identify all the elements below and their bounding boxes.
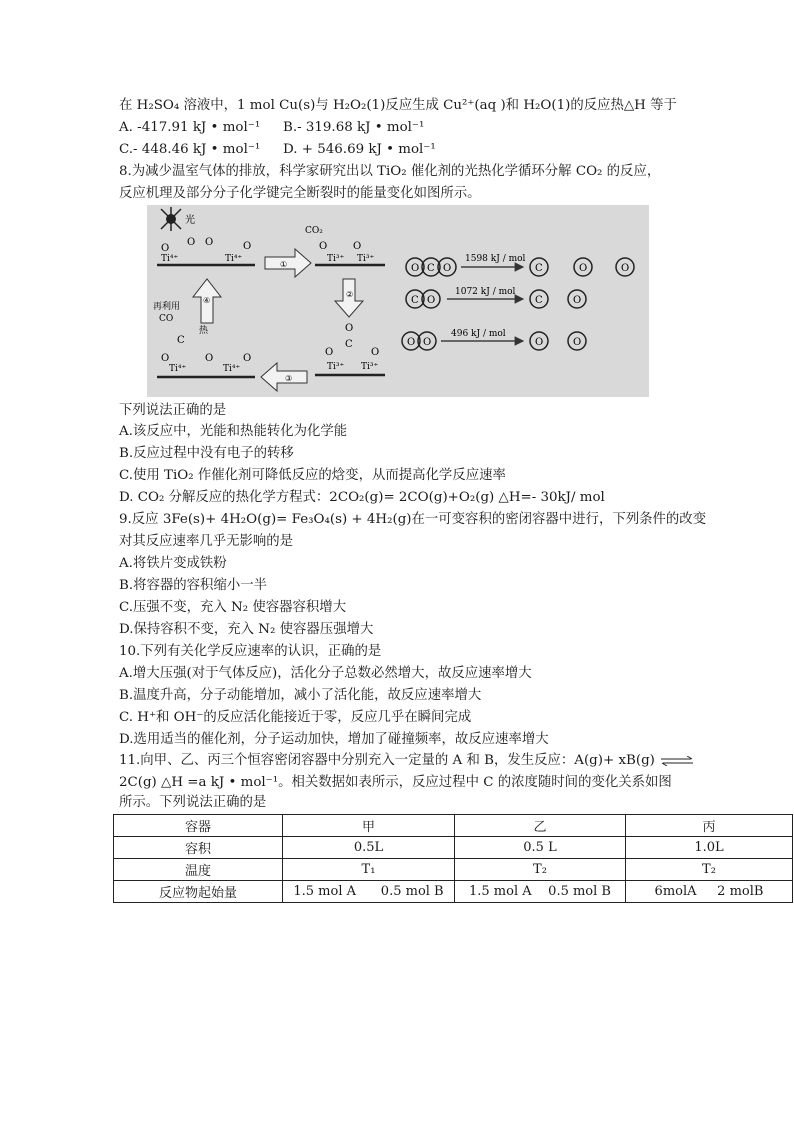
table-cell: 容器 [114, 815, 283, 837]
table-row [114, 859, 793, 881]
q9-option-a: A.将铁片变成铁粉 [119, 556, 227, 571]
q9-stem-line1: 9.反应 3Fe(s)+ 4H₂O(g)= Fe₃O₄(s) + 4H₂(g)在一可变容积的密闭容器中进行，下列条件的改变 [119, 512, 707, 527]
svg-text:C: C [411, 295, 419, 306]
q8-option-b: B.反应过程中没有电子的转移 [119, 446, 294, 461]
ti-atom: Ti³⁺ [327, 254, 345, 264]
table-cell: 1.5 mol A 0.5 mol B [455, 881, 626, 903]
oxygen-atom: O [187, 237, 196, 248]
svg-text:O: O [573, 337, 582, 348]
table-cell: T₂ [455, 859, 626, 881]
step4-label: ④ [203, 296, 211, 305]
oxygen-atom: O [205, 353, 214, 364]
q8-option-c: C.使用 TiO₂ 作催化剂可降低反应的焓变，从而提高化学反应速率 [119, 468, 506, 483]
table-row [114, 837, 793, 859]
table-cell: 丙 [626, 815, 793, 837]
oxygen-atom: O [319, 241, 328, 252]
svg-text:O: O [535, 337, 544, 348]
q8-option-d: D. CO₂ 分解反应的热化学方程式：2CO₂(g)= 2CO(g)+O₂(g) △H=- 30kJ/ mol [119, 490, 605, 505]
oxygen-atom: O [243, 353, 252, 364]
q8-question: 下列说法正确的是 [119, 403, 227, 418]
q9-option-d: D.保持容积不变，充入 N₂ 使容器压强增大 [119, 622, 374, 637]
q8-stem-line1: 8.为减少温室气体的排放，科学家研究出以 TiO₂ 催化剂的光热化学循环分解 CO₂ 的反应， [119, 164, 661, 179]
equilibrium-arrow-icon [659, 756, 695, 766]
carbon-atom: C [177, 335, 185, 346]
q9-option-b: B.将容器的容积缩小一半 [119, 578, 268, 593]
co-label: CO [159, 314, 174, 324]
table-cell: 0.5 L [455, 837, 626, 859]
co2-label: CO₂ [305, 226, 323, 236]
q7-stem: 在 H₂SO₄ 溶液中，1 mol Cu(s)与 H₂O₂(1)反应生成 Cu²⁺(aq )和 H₂O(1)的反应热△H 等于 [119, 98, 677, 113]
oxygen-atom: O [205, 237, 214, 248]
q11-stem-line2: 2C(g) △H =a kJ • mol⁻¹。相关数据如表所示，反应过程中 C 的浓度随时间的变化关系如图 [119, 775, 672, 790]
svg-text:O: O [579, 263, 588, 274]
q11-stem-line1 [119, 750, 695, 772]
table-cell: 温度 [114, 859, 283, 881]
mechanism-diagram [147, 205, 649, 397]
svg-text:O: O [407, 337, 416, 348]
q9-stem-line2: 对其反应速率几乎无影响的是 [119, 534, 294, 549]
q9-option-c: C.压强不变，充入 N₂ 使容器容积增大 [119, 600, 347, 615]
oxygen-atom: O [325, 347, 334, 358]
q11-stem-line3: 所示。下列说法正确的是 [119, 795, 267, 810]
step2-label: ② [346, 290, 354, 299]
q7-option-d: D. + 546.69 kJ • mol⁻¹ [283, 142, 436, 157]
q8-stem-line2: 反应机理及部分分子化学键完全断裂时的能量变化如图所示。 [119, 186, 481, 201]
table-row [114, 881, 793, 903]
svg-text:O: O [427, 295, 436, 306]
table-row [114, 815, 793, 837]
table-cell: 1.0L [626, 837, 793, 859]
ti-atom: Ti³⁺ [361, 362, 379, 372]
reaction-mechanism-figure [147, 205, 649, 397]
oxygen-atom: O [371, 347, 380, 358]
q7-option-c: C.- 448.46 kJ • mol⁻¹ [119, 142, 261, 157]
table-cell: T₂ [626, 859, 793, 881]
q11-stem-text: 11.向甲、乙、丙三个恒容密闭容器中分别充入一定量的 A 和 B，发生反应：A(g)+ xB(g) [119, 753, 655, 768]
ti-atom: Ti⁴⁺ [169, 364, 187, 374]
svg-text:C: C [535, 263, 543, 274]
energy-1598: 1598 kJ / mol [465, 254, 526, 264]
reuse-label: 再利用 [153, 302, 181, 312]
oxygen-atom: O [161, 353, 170, 364]
step3-arrow [261, 363, 307, 391]
q8-option-a: A.该反应中，光能和热能转化为化学能 [119, 424, 348, 439]
table-cell: 0.5L [283, 837, 455, 859]
ti-atom: Ti³⁺ [357, 254, 375, 264]
svg-text:O: O [443, 263, 452, 274]
light-label: 光 [185, 215, 195, 226]
heat-label: 热 [199, 326, 209, 336]
svg-text:O: O [573, 295, 582, 306]
q7-option-a: A. -417.91 kJ • mol⁻¹ [119, 120, 261, 135]
q10-option-a: A.增大压强(对于气体反应)，活化分子总数必然增大，故反应速率增大 [119, 666, 532, 681]
table-cell: 反应物起始量 [114, 881, 283, 903]
ti-atom: Ti³⁺ [327, 362, 345, 372]
oxygen-atom: O [353, 241, 362, 252]
oxygen-atom: O [161, 243, 170, 254]
ti-atom: Ti⁴⁺ [161, 254, 179, 264]
q7-option-b: B.- 319.68 kJ • mol⁻¹ [283, 120, 425, 135]
container-data-table [113, 814, 793, 903]
ti-atom: Ti⁴⁺ [225, 254, 243, 264]
energy-496: 496 kJ / mol [451, 329, 506, 339]
svg-text:O: O [423, 337, 432, 348]
q10-option-c: C. H⁺和 OH⁻的反应活化能接近于零，反应几乎在瞬间完成 [119, 710, 472, 725]
oxygen-atom: O [243, 241, 252, 252]
table-cell: T₁ [283, 859, 455, 881]
q10-stem: 10.下列有关化学反应速率的认识，正确的是 [119, 644, 382, 659]
svg-text:O: O [411, 263, 420, 274]
table-cell: 乙 [455, 815, 626, 837]
table-cell: 甲 [283, 815, 455, 837]
step3-label: ③ [285, 374, 293, 383]
oxygen-atom: O [345, 323, 354, 334]
q10-option-d: D.选用适当的催化剂，分子运动加快，增加了碰撞频率，故反应速率增大 [119, 732, 549, 747]
step1-arrow [265, 249, 311, 277]
table-cell: 容积 [114, 837, 283, 859]
energy-1072: 1072 kJ / mol [455, 287, 516, 297]
table-cell: 6molA 2 molB [626, 881, 793, 903]
light-burst-icon [161, 207, 181, 231]
ti-atom: Ti⁴⁺ [223, 364, 241, 374]
carbon-atom: C [345, 339, 353, 350]
step1-label: ① [280, 260, 288, 269]
svg-text:C: C [535, 295, 543, 306]
svg-text:C: C [427, 263, 435, 274]
q10-option-b: B.温度升高，分子动能增加，减小了活化能，故反应速率增大 [119, 688, 482, 703]
svg-text:O: O [621, 263, 630, 274]
table-cell: 1.5 mol A 0.5 mol B [283, 881, 455, 903]
